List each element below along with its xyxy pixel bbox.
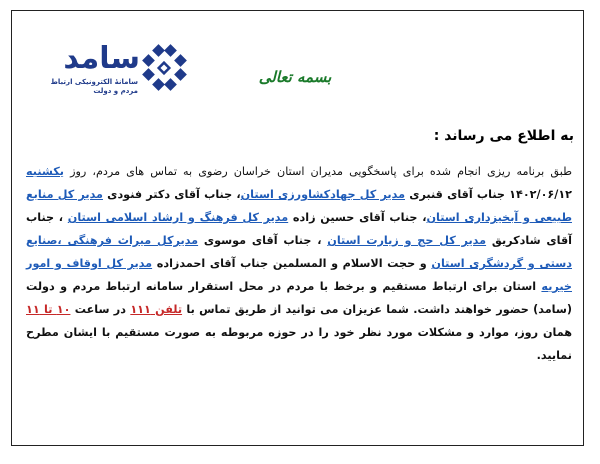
samed-emblem-icon bbox=[138, 42, 190, 94]
basmala-heading: بسمه تعالی bbox=[258, 68, 332, 86]
samed-logo bbox=[50, 42, 190, 102]
text-segment: ، جناب آقای موسوی bbox=[198, 234, 328, 247]
role-cultural-heritage: مدیرکل میراث فرهنگی ،صنایع دستی و گردشگری استان bbox=[26, 234, 572, 270]
announcement-body bbox=[26, 160, 572, 367]
text-segment: استان برای ارتباط مستقیم و برخط با مردم در محل استقرار سامانه ارتباط مردم و دولت (سامد) حضور خواهند داشت. شما عزیزان می توانید از طریق تماس با bbox=[26, 280, 572, 316]
text-segment: در ساعت bbox=[70, 303, 131, 316]
samed-subtitle: سامانهٔ الکترونیکی ارتباط مردم و دولت bbox=[50, 78, 138, 95]
samed-wordmark: سامد bbox=[63, 41, 140, 76]
text-segment: ، جناب آقای دکتر فنودی bbox=[102, 188, 241, 201]
day-name: یکشنبه bbox=[26, 165, 65, 178]
role-agriculture: مدیر کل جهادکشاورزی استان bbox=[240, 188, 405, 201]
role-culture-guidance: مدیر کل فرهنگ و ارشاد اسلامی استان bbox=[67, 211, 289, 224]
date-value: ۱۴۰۲/۰۶/۱۲ bbox=[509, 188, 572, 201]
text-segment: جناب آقای قنبری bbox=[405, 188, 510, 201]
call-hours: ۱۰ تا ۱۱ bbox=[26, 303, 71, 316]
text-segment: ، جناب آقای شادکریق bbox=[26, 211, 572, 247]
intro-text: طبق برنامه ریزی انجام شده برای پاسخگویی مدیران استان خراسان رضوی به تماس های مردم، روز bbox=[64, 165, 572, 178]
announcement-heading: به اطلاع می رساند : bbox=[433, 128, 574, 144]
text-segment: ، جناب آقای حسین زاده bbox=[288, 211, 427, 224]
text-segment: همان روز، موارد و مشکلات مورد نظر خود را در حوزه مربوطه به صورت مستقیم با ایشان مطرح نمایید. bbox=[26, 326, 572, 362]
role-hajj-pilgrimage: مدیر کل حج و زیارت استان bbox=[327, 234, 487, 247]
text-segment: و حجت الاسلام و المسلمین جناب آقای احمدزاده bbox=[152, 257, 432, 270]
role-endowments: مدیر کل اوقاف و امور خیریه bbox=[26, 257, 572, 293]
role-natural-resources: مدیر کل منابع طبیعی و آبخیزداری استان bbox=[26, 188, 572, 224]
phone-number: تلفن ۱۱۱ bbox=[130, 303, 183, 316]
